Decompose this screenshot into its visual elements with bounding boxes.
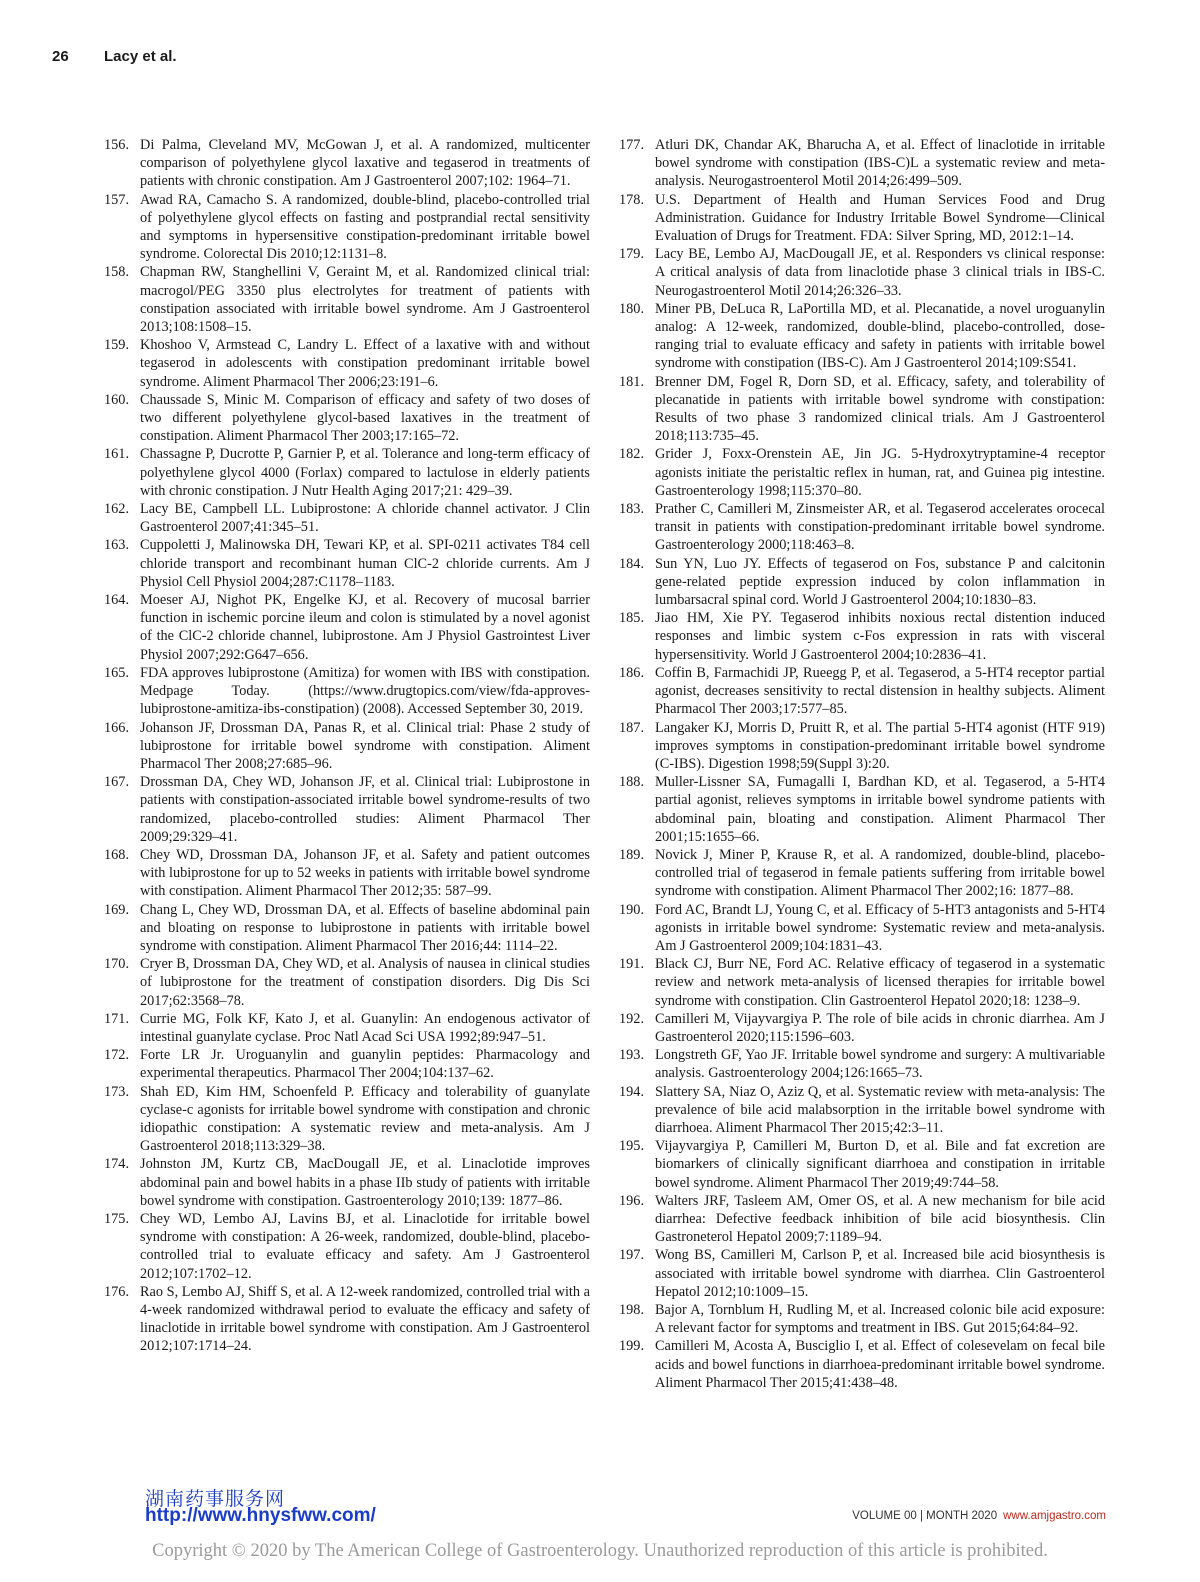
reference-number: 158. bbox=[104, 264, 130, 281]
reference-item bbox=[104, 263, 590, 336]
reference-item bbox=[619, 1137, 1105, 1192]
reference-text: Di Palma, Cleveland MV, McGowan J, et al. A randomized, multicenter comparison of polyethylene glycol laxative and tegaserod in treatments of patients with chronic constipation. Am J Gastroenterol 2007;102: 1964–71. bbox=[140, 137, 590, 190]
reference-item bbox=[619, 373, 1105, 446]
reference-text: Grider J, Foxx-Orenstein AE, Jin JG. 5-Hydroxytryptamine-4 receptor agonists initiate the peristaltic reflex in human, rat, and Guinea pig intestine. Gastroenterology 1998;115:370–80. bbox=[655, 446, 1105, 499]
reference-number: 168. bbox=[104, 846, 130, 863]
reference-item bbox=[104, 846, 590, 901]
reference-item bbox=[104, 719, 590, 774]
reference-text: Muller-Lissner SA, Fumagalli I, Bardhan KD, et al. Tegaserod, a 5-HT4 partial agonist, relieves symptoms in irritable bowel syndrome patients with abdominal pain, bloating and constipation. Aliment Pharmacol Ther 2001;15:1655–66. bbox=[655, 774, 1105, 845]
reference-text: Johanson JF, Drossman DA, Panas R, et al. Clinical trial: Phase 2 study of lubiprostone for irritable bowel syndrome with constipation. Aliment Pharmacol Ther 2008;27:685–96. bbox=[140, 719, 590, 772]
reference-text: Chassagne P, Ducrotte P, Garnier P, et al. Tolerance and long-term efficacy of polyethylene glycol 4000 (Forlax) compared to lactulose in elderly patients with chronic constipation. J Nutr Health Aging 2017;21: 429–39. bbox=[140, 446, 590, 499]
reference-item bbox=[104, 336, 590, 391]
reference-text: Moeser AJ, Nighot PK, Engelke KJ, et al. Recovery of mucosal barrier function in ischemic porcine ileum and colon is stimulated by a novel agonist of the ClC-2 chloride channel, lubiprostone. Am J Physiol Gastrointest Liver Physiol 2007;292:G647–656. bbox=[140, 592, 590, 663]
reference-text: Shah ED, Kim HM, Schoenfeld P. Efficacy and tolerability of guanylate cyclase-c agonists for irritable bowel syndrome with constipation and chronic idiopathic constipation: A systematic review and meta-analysis. Am J Gastroenterol 2018;113:329–38. bbox=[140, 1083, 590, 1155]
reference-item bbox=[619, 846, 1105, 901]
reference-text: FDA approves lubiprostone (Amitiza) for women with IBS with constipation. Medpage Today. (https://www.drugtopics.com/view/fda-approves-lubiprostone-amitiza-ibs-constipation) (2008). Accessed September 30, 2019. bbox=[140, 664, 590, 718]
reference-number: 186. bbox=[619, 664, 645, 681]
reference-number: 169. bbox=[104, 901, 130, 918]
reference-text: Novick J, Miner P, Krause R, et al. A randomized, double-blind, placebo-controlled trial of tegaserod in female patients suffering from irritable bowel syndrome with constipation. Aliment Pharmacol Ther 2002;16: 1877–88. bbox=[655, 846, 1105, 900]
reference-text: Bajor A, Tornblum H, Rudling M, et al. Increased colonic bile acid exposure: A relevant factor for symptoms and treatment in IBS. Gut 2015;64:84–92. bbox=[655, 1302, 1105, 1337]
reference-text: Johnston JM, Kurtz CB, MacDougall JE, et al. Linaclotide improves abdominal pain and bowel habits in a phase IIb study of patients with irritable bowel syndrome with constipation. Gastroenterology 2010;139: 1877–86. bbox=[140, 1156, 590, 1209]
watermark-url-link[interactable]: http://www.hnysfww.com/ bbox=[145, 1505, 376, 1526]
reference-number: 188. bbox=[619, 774, 645, 791]
reference-number: 171. bbox=[104, 1010, 130, 1027]
reference-item bbox=[619, 664, 1105, 719]
reference-item bbox=[619, 1046, 1105, 1082]
reference-item bbox=[619, 300, 1105, 373]
reference-item bbox=[104, 500, 590, 536]
reference-item bbox=[619, 955, 1105, 1010]
journal-footer bbox=[852, 1510, 1106, 1522]
reference-text: Camilleri M, Acosta A, Busciglio I, et al. Effect of colesevelam on fecal bile acids and bowel functions in diarrhoea-predominant irritable bowel syndrome. Aliment Pharmacol Ther 2015;41:438–48. bbox=[655, 1338, 1105, 1391]
reference-text: Chey WD, Drossman DA, Johanson JF, et al. Safety and patient outcomes with lubiprostone for up to 52 weeks in patients with irritable bowel syndrome with constipation. Aliment Pharmacol Ther 2012;35: 587–99. bbox=[140, 846, 590, 900]
reference-text: Slattery SA, Niaz O, Aziz Q, et al. Systematic review with meta-analysis: The prevalence of bile acid malabsorption in the irritable bowel syndrome with diarrhoea. Aliment Pharmacol Ther 2015;42:3–11. bbox=[655, 1083, 1105, 1136]
reference-number: 172. bbox=[104, 1047, 130, 1064]
page-number: 26 bbox=[52, 48, 69, 65]
reference-item bbox=[104, 536, 590, 591]
reference-number: 192. bbox=[619, 1010, 645, 1027]
reference-column-left bbox=[104, 136, 590, 1356]
reference-text: Longstreth GF, Yao JF. Irritable bowel syndrome and surgery: A multivariable analysis. Gastroenterology 2004;126:1665–73. bbox=[655, 1047, 1105, 1082]
reference-item bbox=[104, 901, 590, 956]
reference-text: Chapman RW, Stanghellini V, Geraint M, et al. Randomized clinical trial: macrogol/PEG 3350 plus electrolytes for treatment of patients with constipation associated with irritable bowel syndrome. Am J Gastroenterol 2013;108:1508–15. bbox=[140, 264, 590, 336]
reference-number: 170. bbox=[104, 956, 130, 973]
watermark-chinese-text: 湖南药事服务网 bbox=[145, 1488, 286, 1510]
reference-item bbox=[104, 1046, 590, 1082]
reference-item bbox=[104, 391, 590, 446]
reference-item bbox=[104, 191, 590, 264]
reference-text: Lacy BE, Lembo AJ, MacDougall JE, et al. Responders vs clinical response: A critical analysis of data from linaclotide phase 3 clinical trials in IBS-C. Neurogastroenterol Motil 2014;26:326–33. bbox=[655, 246, 1105, 299]
reference-item bbox=[104, 136, 590, 191]
reference-number: 195. bbox=[619, 1138, 645, 1155]
running-header bbox=[52, 48, 177, 65]
reference-item bbox=[619, 1337, 1105, 1392]
reference-number: 173. bbox=[104, 1083, 130, 1100]
reference-text: Sun YN, Luo JY. Effects of tegaserod on Fos, substance P and calcitonin gene-related peptide expression induced by colon inflammation in lumbarsacral spinal cord. World J Gastroenterol 2004;10:1830–83. bbox=[655, 555, 1105, 609]
running-authors: Lacy et al. bbox=[104, 48, 177, 65]
reference-number: 199. bbox=[619, 1338, 645, 1355]
reference-number: 167. bbox=[104, 774, 130, 791]
reference-text: Chang L, Chey WD, Drossman DA, et al. Effects of baseline abdominal pain and bloating on response to lubiprostone in patients with irritable bowel syndrome with constipation. Aliment Pharmacol Ther 2016;44: 1114–22. bbox=[140, 901, 590, 954]
reference-number: 187. bbox=[619, 719, 645, 736]
reference-text: U.S. Department of Health and Human Services Food and Drug Administration. Guidance for Industry Irritable Bowel Syndrome—Clinical Evaluation of Drugs for Treatment. FDA: Silver Spring, MD, 2012:1–14. bbox=[655, 191, 1105, 245]
reference-text: Cuppoletti J, Malinowska DH, Tewari KP, et al. SPI-0211 activates T84 cell chloride transport and recombinant human ClC-2 chloride currents. Am J Physiol Cell Physiol 2004;287:C1178–1183. bbox=[140, 537, 590, 590]
reference-item bbox=[104, 773, 590, 846]
reference-number: 174. bbox=[104, 1156, 130, 1173]
reference-number: 181. bbox=[619, 373, 645, 390]
reference-text: Miner PB, DeLuca R, LaPortilla MD, et al. Plecanatide, a novel uroguanylin analog: A 12-week, randomized, double-blind, placebo-controlled, dose-ranging trial to evaluate efficacy and safety in patients with irritable bowel syndrome with constipation (IBS-C). Am J Gastroenterol 2014;109:S541. bbox=[655, 300, 1105, 372]
reference-number: 189. bbox=[619, 846, 645, 863]
reference-number: 175. bbox=[104, 1210, 130, 1227]
reference-text: Wong BS, Camilleri M, Carlson P, et al. Increased bile acid biosynthesis is associated with irritable bowel syndrome with diarrhea. Clin Gastroenterol Hepatol 2012;10:1009–15. bbox=[655, 1247, 1105, 1300]
reference-number: 196. bbox=[619, 1192, 645, 1209]
reference-item bbox=[619, 555, 1105, 610]
reference-item bbox=[619, 1246, 1105, 1301]
reference-number: 191. bbox=[619, 956, 645, 973]
reference-item bbox=[104, 664, 590, 719]
reference-item bbox=[104, 1210, 590, 1283]
reference-text: Jiao HM, Xie PY. Tegaserod inhibits noxious rectal distention induced responses and limbic system c-Fos expression in rats with visceral hypersensitivity. World J Gastroenterol 2004;10:2836–41. bbox=[655, 610, 1105, 663]
reference-item bbox=[104, 1083, 590, 1156]
reference-item bbox=[104, 445, 590, 500]
reference-number: 177. bbox=[619, 137, 645, 153]
reference-text: Currie MG, Folk KF, Kato J, et al. Guanylin: An endogenous activator of intestinal guanylate cyclase. Proc Natl Acad Sci USA 1992;89:947–51. bbox=[140, 1010, 590, 1045]
reference-number: 178. bbox=[619, 191, 645, 208]
reference-text: Ford AC, Brandt LJ, Young C, et al. Efficacy of 5-HT3 antagonists and 5-HT4 agonists in irritable bowel syndrome: Systematic review and meta-analysis. Am J Gastroenterol 2009;104:1831–43. bbox=[655, 901, 1105, 954]
reference-number: 183. bbox=[619, 501, 645, 518]
reference-item bbox=[104, 1155, 590, 1210]
reference-item bbox=[619, 245, 1105, 300]
reference-number: 190. bbox=[619, 901, 645, 918]
reference-text: Camilleri M, Vijayvargiya P. The role of bile acids in chronic diarrhea. Am J Gastroenterol 2020;115:1596–603. bbox=[655, 1010, 1105, 1045]
reference-item bbox=[619, 136, 1105, 191]
reference-text: Drossman DA, Chey WD, Johanson JF, et al. Clinical trial: Lubiprostone in patients with constipation-associated irritable bowel syndrome-results of two randomized, placebo-controlled studies: Aliment Pharmacol Ther 2009;29:329–41. bbox=[140, 774, 590, 845]
reference-item bbox=[619, 609, 1105, 664]
reference-text: Brenner DM, Fogel R, Dorn SD, et al. Efficacy, safety, and tolerability of plecanatide in patients with irritable bowel syndrome with constipation: Results of two phase 3 randomized clinical trials. Am J Gastroenterol 2018;113:735–45. bbox=[655, 373, 1105, 445]
reference-number: 161. bbox=[104, 446, 130, 463]
reference-text: Cryer B, Drossman DA, Chey WD, et al. Analysis of nausea in clinical studies of lubiprostone for the treatment of constipation disorders. Dig Dis Sci 2017;62:3568–78. bbox=[140, 956, 590, 1009]
reference-number: 160. bbox=[104, 391, 130, 408]
reference-text: Lacy BE, Campbell LL. Lubiprostone: A chloride channel activator. J Clin Gastroenterol 2007;41:345–51. bbox=[140, 501, 590, 536]
copyright-notice: Copyright © 2020 by The American College of Gastroenterology. Unauthorized reproduction of this article is prohibited. bbox=[152, 1541, 1048, 1561]
reference-text: Forte LR Jr. Uroguanylin and guanylin peptides: Pharmacology and experimental therapeutics. Pharmacol Ther 2004;104:137–62. bbox=[140, 1047, 590, 1082]
reference-number: 194. bbox=[619, 1083, 645, 1100]
reference-number: 165. bbox=[104, 664, 130, 681]
reference-text: Atluri DK, Chandar AK, Bharucha A, et al. Effect of linaclotide in irritable bowel syndrome with constipation (IBS-C)L a systematic review and meta-analysis. Neurogastroenterol Motil 2014;26:499–509. bbox=[655, 137, 1105, 190]
reference-text: Langaker KJ, Morris D, Pruitt R, et al. The partial 5-HT4 agonist (HTF 919) improves symptoms in constipation-predominant irritable bowel syndrome (C-IBS). Digestion 1998;59(Suppl 3):20. bbox=[655, 719, 1105, 772]
reference-text: Black CJ, Burr NE, Ford AC. Relative efficacy of tegaserod in a systematic review and network meta-analysis of licensed therapies for irritable bowel syndrome with constipation. Clin Gastroenterol Hepatol 2020;18: 1238–9. bbox=[655, 956, 1105, 1009]
footer-volume: VOLUME 00 | MONTH 2020 bbox=[852, 1510, 998, 1522]
reference-text: Awad RA, Camacho S. A randomized, double-blind, placebo-controlled trial of polyethylene glycol effects on fasting and postprandial rectal sensitivity and symptoms in hypersensitive constipation-predominant irritable bowel syndrome. Colorectal Dis 2010;12:1131–8. bbox=[140, 191, 590, 263]
reference-text: Prather C, Camilleri M, Zinsmeister AR, et al. Tegaserod accelerates orocecal transit in patients with constipation-predominant irritable bowel syndrome. Gastroenterology 2000;118:463–8. bbox=[655, 501, 1105, 554]
reference-item bbox=[104, 1283, 590, 1356]
reference-number: 179. bbox=[619, 246, 645, 263]
reference-text: Walters JRF, Tasleem AM, Omer OS, et al. A new mechanism for bile acid diarrhea: Defective feedback inhibition of bile acid biosynthesis. Clin Gastroneterol Hepatol 2009;7:1189–94. bbox=[655, 1192, 1105, 1246]
reference-item bbox=[619, 1301, 1105, 1337]
reference-number: 176. bbox=[104, 1283, 130, 1300]
reference-text: Vijayvargiya P, Camilleri M, Burton D, et al. Bile and fat excretion are biomarkers of clinically significant diarrhoea and constipation in irritable bowel syndrome. Aliment Pharmacol Ther 2019;49:744–58. bbox=[655, 1138, 1105, 1191]
reference-number: 164. bbox=[104, 592, 130, 609]
reference-number: 180. bbox=[619, 300, 645, 317]
reference-item bbox=[619, 1010, 1105, 1046]
reference-number: 159. bbox=[104, 337, 130, 354]
reference-item bbox=[104, 1010, 590, 1046]
reference-number: 156. bbox=[104, 137, 130, 153]
reference-number: 197. bbox=[619, 1247, 645, 1264]
reference-item bbox=[619, 773, 1105, 846]
reference-text: Rao S, Lembo AJ, Shiff S, et al. A 12-week randomized, controlled trial with a 4-week randomized withdrawal period to evaluate the efficacy and safety of linaclotide in irritable bowel syndrome with constipation. Am J Gastroenterol 2012;107:1714–24. bbox=[140, 1283, 590, 1355]
reference-column-right bbox=[619, 136, 1105, 1392]
reference-number: 198. bbox=[619, 1302, 645, 1318]
reference-number: 157. bbox=[104, 191, 130, 208]
reference-item bbox=[619, 445, 1105, 500]
reference-number: 182. bbox=[619, 446, 645, 463]
reference-item bbox=[619, 500, 1105, 555]
reference-text: Chaussade S, Minic M. Comparison of efficacy and safety of two doses of two different polyethylene glycol-based laxatives in the treatment of constipation. Aliment Pharmacol Ther 2003;17:165–72. bbox=[140, 391, 590, 445]
reference-number: 185. bbox=[619, 610, 645, 627]
reference-number: 166. bbox=[104, 719, 130, 736]
reference-number: 193. bbox=[619, 1047, 645, 1064]
reference-item bbox=[619, 1192, 1105, 1247]
reference-text: Coffin B, Farmachidi JP, Rueegg P, et al. Tegaserod, a 5-HT4 receptor partial agonist, decreases sensitivity to rectal distension in healthy subjects. Aliment Pharmacol Ther 2003;17:577–85. bbox=[655, 664, 1105, 718]
reference-item bbox=[104, 955, 590, 1010]
reference-text: Chey WD, Lembo AJ, Lavins BJ, et al. Linaclotide for irritable bowel syndrome with constipation: A 26-week, randomized, double-blind, placebo-controlled trial to evaluate efficacy and safety. Am J Gastroenterol 2012;107:1702–12. bbox=[140, 1210, 590, 1282]
reference-text: Khoshoo V, Armstead C, Landry L. Effect of a laxative with and without tegaserod in adolescents with constipation predominant irritable bowel syndrome. Aliment Pharmacol Ther 2006;23:191–6. bbox=[140, 337, 590, 390]
reference-number: 184. bbox=[619, 555, 645, 572]
reference-item bbox=[619, 191, 1105, 246]
reference-item bbox=[619, 901, 1105, 956]
reference-item bbox=[619, 1083, 1105, 1138]
reference-item bbox=[619, 719, 1105, 774]
reference-number: 162. bbox=[104, 501, 130, 518]
footer-site-link[interactable]: www.amjgastro.com bbox=[1003, 1510, 1106, 1522]
reference-item bbox=[104, 591, 590, 664]
reference-number: 163. bbox=[104, 537, 130, 554]
